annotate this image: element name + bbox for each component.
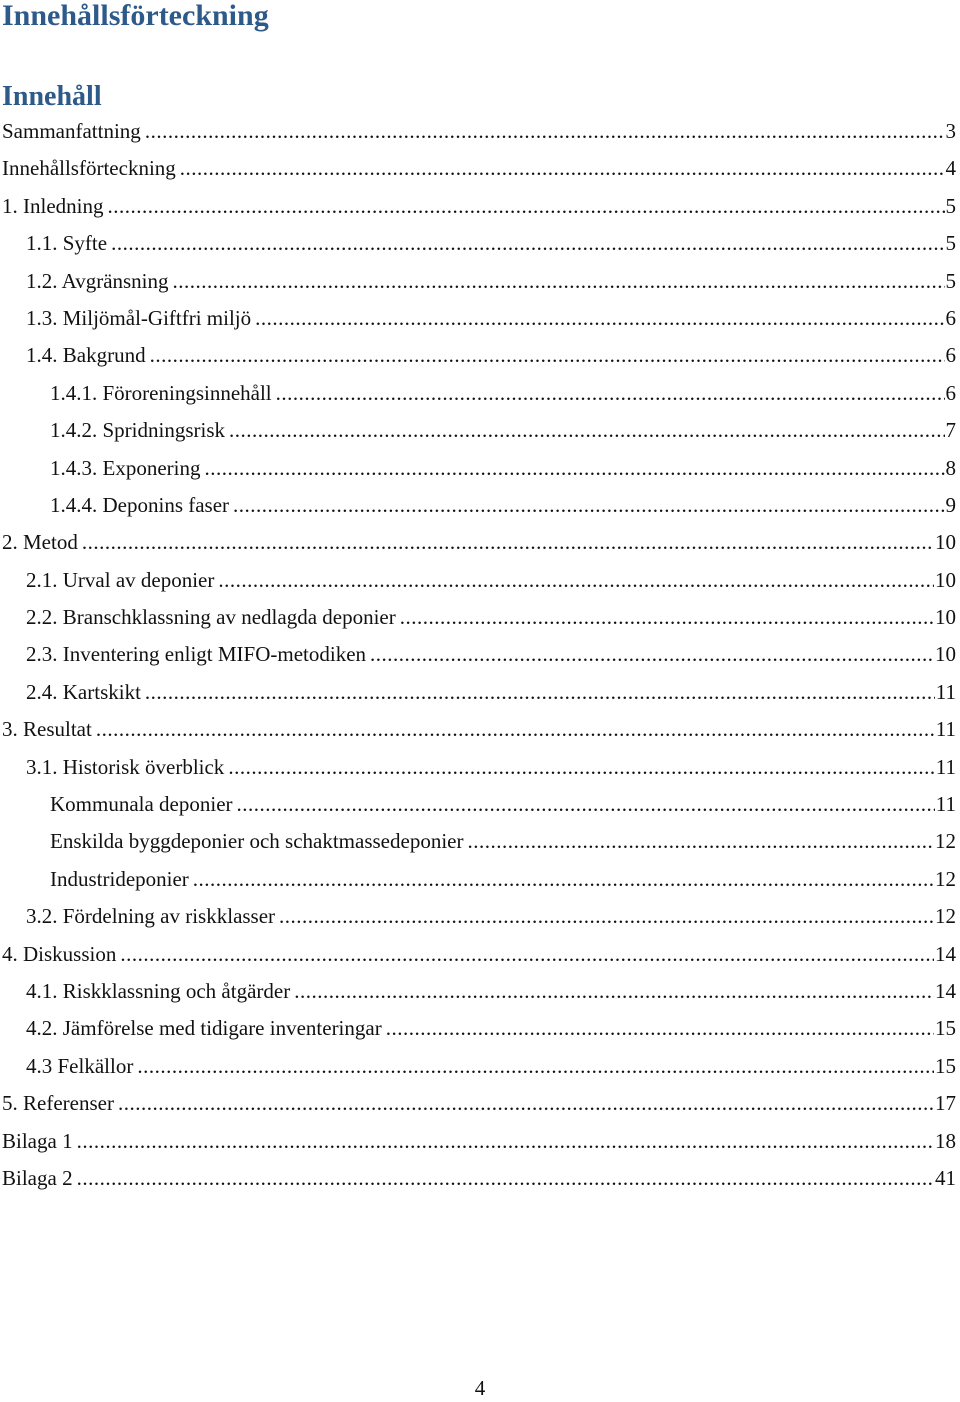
toc-entry-page: 12 — [935, 829, 956, 854]
toc-entry[interactable] — [0, 861, 958, 898]
toc-entry-page: 8 — [945, 455, 956, 480]
toc-entry[interactable] — [0, 113, 958, 150]
toc-entry[interactable] — [0, 487, 958, 524]
toc-entry-title: 3.2. Fördelning av riskklasser — [26, 904, 276, 929]
toc-dot-leader — [237, 786, 935, 823]
toc-entry-page: 5 — [945, 268, 956, 293]
toc-dot-leader — [96, 711, 935, 748]
toc-entry[interactable] — [0, 749, 958, 786]
toc-entry[interactable] — [0, 150, 958, 187]
toc-dot-leader — [120, 936, 934, 973]
toc-heading: Innehåll — [2, 81, 102, 112]
toc-entry[interactable] — [0, 562, 958, 599]
toc-entry-title: 4. Diskussion — [2, 941, 117, 966]
toc-entry-page: 15 — [935, 1053, 956, 1078]
toc-entry-page: 41 — [935, 1165, 956, 1190]
toc-entry-page: 4 — [945, 156, 956, 181]
toc-dot-leader — [218, 562, 934, 599]
toc-entry[interactable] — [0, 599, 958, 636]
toc-dot-leader — [107, 188, 944, 225]
toc-entry-title: 2.3. Inventering enligt MIFO-metodiken — [26, 642, 367, 667]
page-number: 4 — [474, 1376, 486, 1400]
toc-entry-page: 11 — [935, 754, 956, 779]
toc-entry[interactable] — [0, 337, 958, 374]
toc-entry[interactable] — [0, 263, 958, 300]
toc-dot-leader — [193, 861, 934, 898]
toc-entry-title: 4.2. Jämförelse med tidigare inventeringar — [26, 1016, 382, 1041]
toc-dot-leader — [233, 487, 944, 524]
toc-entry-page: 18 — [935, 1128, 956, 1153]
toc-entry[interactable] — [0, 674, 958, 711]
toc-dot-leader — [111, 225, 944, 262]
toc-entry[interactable] — [0, 1160, 958, 1197]
toc-entry-title: 1.4.4. Deponins faser — [50, 492, 230, 517]
toc-dot-leader — [118, 1085, 934, 1122]
toc-entry[interactable] — [0, 823, 958, 860]
toc-entry[interactable] — [0, 1085, 958, 1122]
toc-entry-page: 11 — [935, 679, 956, 704]
toc-dot-leader — [467, 823, 934, 860]
toc-entry[interactable] — [0, 1123, 958, 1160]
toc-entry[interactable] — [0, 1048, 958, 1085]
toc-entry-page: 12 — [935, 904, 956, 929]
toc-dot-leader — [137, 1048, 934, 1085]
toc-entry[interactable] — [0, 188, 958, 225]
toc-entry-page: 7 — [945, 418, 956, 443]
toc-dot-leader — [145, 674, 935, 711]
toc-entry-title: Innehållsförteckning — [2, 156, 176, 181]
toc-entry-title: 1.1. Syfte — [26, 231, 108, 256]
toc-entry-page: 10 — [935, 642, 956, 667]
toc-dot-leader — [294, 973, 934, 1010]
toc-entry-title: 1.2. Avgränsning — [26, 268, 169, 293]
toc-entry[interactable] — [0, 300, 958, 337]
toc-entry-page: 6 — [945, 343, 956, 368]
document-heading: Innehållsförteckning — [2, 0, 269, 32]
toc-entry-page: 15 — [935, 1016, 956, 1041]
toc-entry-title: 2.2. Branschklassning av nedlagda deponier — [26, 605, 396, 630]
toc-entry-title: Kommunala deponier — [50, 792, 233, 817]
toc-entry-title: 4.3 Felkällor — [26, 1053, 134, 1078]
toc-entry[interactable] — [0, 225, 958, 262]
toc-dot-leader — [77, 1160, 934, 1197]
toc-entry-title: 1. Inledning — [2, 193, 104, 218]
toc-entry-title: 2.1. Urval av deponier — [26, 567, 215, 592]
toc-dot-leader — [82, 524, 934, 561]
toc-entry-title: 5. Referenser — [2, 1091, 114, 1116]
toc-entry[interactable] — [0, 898, 958, 935]
toc-entry-page: 12 — [935, 866, 956, 891]
toc-entry-title: 1.4. Bakgrund — [26, 343, 146, 368]
toc-dot-leader — [370, 636, 934, 673]
toc-dot-leader — [228, 749, 934, 786]
toc-dot-leader — [145, 113, 945, 150]
toc-entry[interactable] — [0, 412, 958, 449]
toc-entry-title: 1.4.2. Spridningsrisk — [50, 418, 226, 443]
toc-entry[interactable] — [0, 786, 958, 823]
toc-entry-title: 1.4.3. Exponering — [50, 455, 201, 480]
toc-entry[interactable] — [0, 1010, 958, 1047]
toc-entry-page: 11 — [935, 792, 956, 817]
toc-entry-title: Bilaga 1 — [2, 1128, 73, 1153]
toc-entry[interactable] — [0, 973, 958, 1010]
toc-dot-leader — [229, 412, 944, 449]
toc-entry[interactable] — [0, 936, 958, 973]
toc-entry-title: 4.1. Riskklassning och åtgärder — [26, 978, 291, 1003]
table-of-contents — [0, 113, 958, 1197]
toc-entry-page: 9 — [945, 492, 956, 517]
toc-dot-leader — [204, 450, 944, 487]
toc-entry-page: 5 — [945, 231, 956, 256]
toc-entry[interactable] — [0, 450, 958, 487]
toc-dot-leader — [77, 1123, 934, 1160]
toc-entry-title: Sammanfattning — [2, 119, 141, 143]
toc-entry-page: 6 — [945, 380, 956, 405]
toc-dot-leader — [386, 1010, 934, 1047]
toc-entry-title: 3. Resultat — [2, 717, 92, 742]
toc-entry-page: 3 — [945, 119, 956, 143]
toc-dot-leader — [276, 375, 945, 412]
toc-entry-title: 1.3. Miljömål-Giftfri miljö — [26, 305, 252, 330]
toc-entry[interactable] — [0, 375, 958, 412]
toc-dot-leader — [173, 263, 945, 300]
toc-entry[interactable] — [0, 636, 958, 673]
toc-dot-leader — [255, 300, 944, 337]
toc-entry-page: 11 — [935, 717, 956, 742]
toc-entry-page: 5 — [945, 193, 956, 218]
toc-entry-page: 14 — [935, 941, 956, 966]
toc-dot-leader — [150, 337, 945, 374]
toc-entry-title: 3.1. Historisk överblick — [26, 754, 225, 779]
toc-entry-page: 17 — [935, 1091, 956, 1116]
toc-entry-page: 14 — [935, 978, 956, 1003]
toc-entry-title: 2.4. Kartskikt — [26, 679, 141, 704]
toc-entry-title: Industrideponier — [50, 866, 189, 891]
toc-entry-page: 6 — [945, 305, 956, 330]
toc-dot-leader — [400, 599, 934, 636]
toc-entry-title: 1.4.1. Föroreningsinnehåll — [50, 380, 272, 405]
toc-entry-page: 10 — [935, 567, 956, 592]
toc-dot-leader — [180, 150, 945, 187]
toc-entry-page: 10 — [935, 605, 956, 630]
toc-entry-title: Enskilda byggdeponier och schaktmassedeponier — [50, 829, 464, 854]
toc-entry-title: 2. Metod — [2, 530, 78, 555]
toc-entry-page: 10 — [935, 530, 956, 555]
toc-dot-leader — [279, 898, 934, 935]
toc-entry-title: Bilaga 2 — [2, 1165, 73, 1190]
toc-entry[interactable] — [0, 711, 958, 748]
toc-entry[interactable] — [0, 524, 958, 561]
